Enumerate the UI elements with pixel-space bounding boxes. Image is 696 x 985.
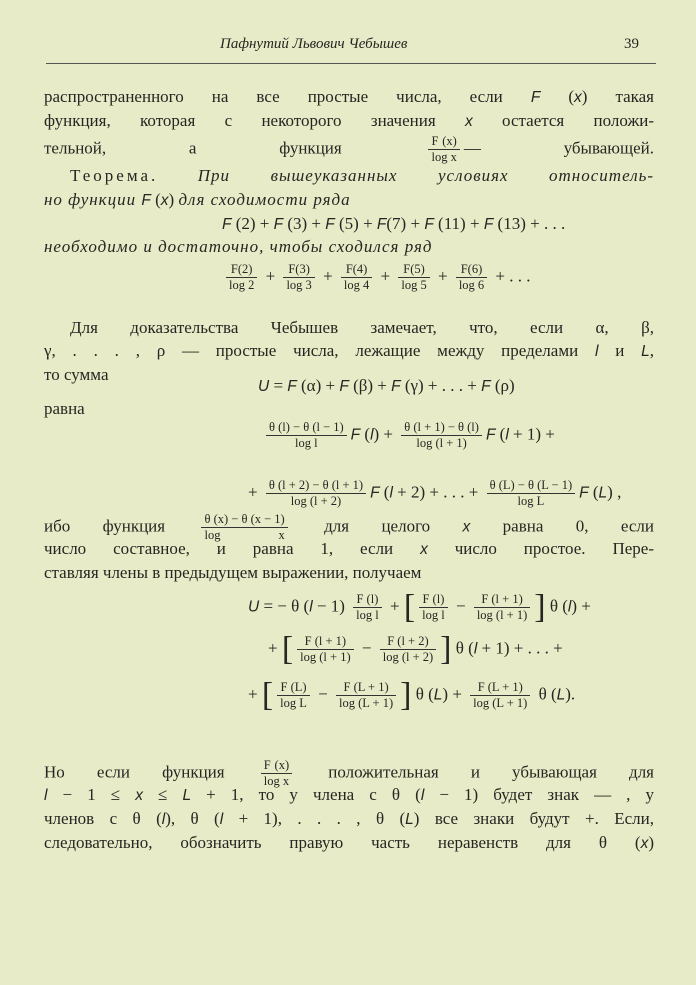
text-line: [44, 134, 654, 165]
text-run: −: [451, 596, 470, 616]
text-run: − 1): [312, 596, 350, 616]
text-run: ) все знаки будут +. Если,: [413, 809, 654, 828]
text-run: θ (: [411, 684, 434, 704]
text-run: тельной, а функция: [44, 138, 425, 158]
text-run: ,: [649, 341, 654, 360]
numerator: F (L): [277, 680, 310, 696]
fraction: [456, 262, 487, 293]
text-run: =: [269, 376, 288, 395]
denominator: log l: [295, 436, 318, 450]
text-run: (13) + . . .: [493, 214, 566, 233]
bracket: [: [281, 630, 294, 668]
math-variable: x: [462, 518, 471, 536]
bracket: ]: [440, 630, 452, 668]
text-run: (3) +: [283, 214, 326, 233]
numerator: F (l + 1): [297, 634, 353, 650]
denominator: log (l + 2): [382, 650, 434, 664]
text-line: [70, 317, 654, 339]
numerator: θ (l + 2) − θ (l + 1): [266, 478, 366, 494]
text-run: членов с θ (: [44, 809, 162, 828]
math-variable: F: [370, 484, 380, 502]
formula-line: [262, 420, 555, 451]
math-variable: U: [248, 598, 260, 616]
text-run: (: [360, 424, 371, 444]
denominator: log 5: [401, 278, 427, 292]
math-variable: l: [309, 598, 313, 616]
text-run: = − θ (: [259, 596, 310, 616]
math-variable: l: [389, 484, 393, 502]
fraction: [297, 634, 353, 665]
text-run: остается положи-: [472, 111, 654, 130]
text-run: равна: [44, 399, 85, 418]
denominator: log 2: [229, 278, 255, 292]
fraction: [341, 262, 372, 293]
math-variable: L: [433, 686, 443, 704]
emphasis-text: для сходимости ряда: [178, 190, 351, 209]
bracket: ]: [400, 676, 412, 714]
denominator: log L: [280, 696, 307, 710]
denominator: log 4: [343, 278, 370, 292]
text-run: θ (: [545, 596, 568, 616]
text-run: (γ) + . . . +: [400, 376, 482, 395]
text-line: [44, 398, 654, 420]
text-run: +: [261, 266, 280, 286]
emphasis-text: При вышеуказанных условиях относитель-: [197, 166, 654, 185]
text-run: ) +: [373, 424, 398, 444]
denominator: log l: [422, 608, 445, 622]
text-run: (α) +: [296, 376, 340, 395]
text-line: [44, 340, 654, 363]
math-variable: F: [222, 216, 232, 233]
text-run: Но если функция: [44, 762, 257, 782]
math-variable: F: [376, 216, 387, 233]
formula-line: [222, 262, 531, 293]
math-variable: x: [420, 541, 428, 558]
header-rule: [46, 63, 656, 64]
math-variable: F: [530, 89, 541, 106]
denominator: log (l + 1): [300, 650, 351, 664]
text-run: (: [150, 190, 161, 209]
denominator: log l: [356, 608, 379, 622]
numerator: θ (l + 1) − θ (l): [401, 420, 482, 436]
text-run: + 1) + . . . +: [477, 638, 563, 658]
fraction: [380, 634, 436, 665]
math-variable: F: [424, 216, 434, 233]
math-variable: x: [574, 89, 582, 106]
text-run: [158, 166, 198, 185]
math-variable: x: [464, 113, 473, 130]
denominator: log (l + 1): [476, 608, 528, 622]
text-line: [70, 165, 654, 187]
text-run: (2) +: [231, 214, 274, 233]
math-variable: F: [273, 216, 284, 233]
text-run: + 1, то у члена с θ (: [191, 785, 421, 804]
math-variable: F: [141, 192, 151, 209]
numerator: F(2): [226, 262, 257, 278]
numerator: F (l): [419, 592, 448, 608]
math-variable: F: [339, 378, 349, 395]
math-variable: F: [579, 484, 589, 502]
bracket: [: [261, 676, 274, 714]
numerator: F (l + 1): [474, 592, 530, 608]
fraction: [487, 478, 576, 509]
math-variable: F: [485, 426, 496, 444]
denominator: log (L + 1): [473, 696, 528, 710]
fraction: [336, 680, 396, 711]
text-run: γ, . . . , ρ — простые числа, лежащие между пределами: [44, 341, 595, 360]
math-variable: F: [391, 378, 401, 395]
denominator: log (l + 1): [416, 436, 467, 450]
fraction: [474, 592, 530, 623]
formula-line: [268, 630, 563, 668]
text-run: ) +: [571, 596, 591, 616]
math-variable: F: [325, 216, 335, 233]
math-variable: F: [350, 426, 361, 444]
math-variable: x: [640, 835, 649, 852]
numerator: θ (l) − θ (l − 1): [266, 420, 347, 436]
math-variable: l: [473, 640, 478, 658]
numerator: F (x): [261, 758, 292, 774]
math-variable: F: [287, 378, 297, 395]
text-run: +: [376, 266, 395, 286]
text-run: +: [248, 482, 262, 502]
text-run: и: [598, 341, 642, 360]
text-run: (: [540, 87, 574, 106]
fraction: [419, 592, 448, 623]
text-run: + 1), . . . , θ (: [223, 809, 406, 828]
math-variable: l: [420, 787, 425, 804]
text-run: − 1 ≤: [47, 785, 136, 804]
text-run: ) такая: [581, 87, 654, 106]
text-run: равна 0, если: [470, 516, 654, 536]
formula-line: [248, 478, 621, 509]
text-run: + 1) +: [508, 424, 555, 444]
text-run: (β) +: [348, 376, 392, 395]
formula-line: [248, 588, 591, 626]
text-run: Для доказательства Чебышев замечает, что, если α, β,: [70, 318, 654, 337]
text-run: + . . .: [491, 266, 531, 286]
math-variable: F: [481, 378, 491, 395]
math-variable: L: [405, 811, 414, 828]
formula-line: [258, 375, 515, 398]
denominator: log (L + 1): [339, 696, 394, 710]
text-run: распространенного на все простые числа, если: [44, 87, 531, 106]
text-line: [44, 189, 654, 212]
text-run: +: [433, 266, 452, 286]
page-number: 39: [624, 36, 639, 52]
fraction: [226, 262, 257, 293]
text-run: +: [385, 596, 404, 616]
math-variable: l: [161, 811, 166, 828]
formula-line: [248, 676, 576, 714]
denominator: log x: [204, 528, 285, 542]
math-variable: l: [505, 426, 509, 444]
math-variable: l: [370, 426, 374, 444]
math-variable: L: [641, 343, 650, 360]
math-variable: L: [556, 686, 566, 704]
denominator: log x: [263, 774, 290, 788]
numerator: F(5): [398, 262, 429, 278]
fraction: [266, 478, 366, 509]
bracket: [: [403, 588, 416, 626]
text-run: ставляя члены в предыдущем выражении, получаем: [44, 563, 422, 582]
numerator: F(6): [456, 262, 487, 278]
text-run: (5) +: [334, 214, 377, 233]
math-variable: l: [219, 811, 224, 828]
text-line: [44, 538, 654, 561]
fraction: [401, 420, 482, 451]
denominator: log L: [517, 494, 545, 508]
numerator: F (L + 1): [336, 680, 396, 696]
fraction: [428, 134, 459, 165]
numerator: θ (x) − θ (x − 1): [201, 512, 287, 528]
denominator: log (l + 2): [290, 494, 342, 508]
fraction: [470, 680, 530, 711]
text-run: ): [168, 190, 179, 209]
text-run: (: [495, 424, 506, 444]
text-line: [44, 832, 654, 855]
math-variable: x: [160, 192, 169, 209]
text-run: положительная и убывающая для: [296, 762, 654, 782]
bracket: ]: [534, 588, 546, 626]
theorem-label: Теорема.: [70, 166, 159, 185]
text-run: (: [588, 482, 599, 502]
numerator: θ (L) − θ (L − 1): [487, 478, 576, 494]
math-variable: F: [483, 216, 494, 233]
denominator: log 3: [286, 278, 312, 292]
text-line: [44, 236, 654, 258]
math-variable: x: [135, 787, 143, 804]
text-run: (ρ): [490, 376, 515, 395]
numerator: F(3): [283, 262, 314, 278]
math-variable: l: [567, 598, 572, 616]
fraction: [398, 262, 429, 293]
text-run: следовательно, обозначить правую часть неравенств для θ (: [44, 833, 641, 852]
text-run: − 1) будет знак — , у: [424, 785, 654, 804]
text-run: ) ,: [607, 482, 622, 502]
text-run: ).: [565, 684, 576, 704]
text-line: [44, 808, 654, 831]
denominator: log x: [431, 150, 457, 164]
math-variable: l: [594, 343, 599, 360]
emphasis-text: необходимо и достаточно, чтобы сходился ряд: [44, 237, 433, 256]
text-line: [44, 784, 654, 807]
text-line: [44, 86, 654, 109]
numerator: F (x): [428, 134, 459, 150]
text-run: (: [379, 482, 390, 502]
math-variable: L: [182, 787, 192, 804]
numerator: F (L + 1): [470, 680, 530, 696]
text-run: −: [313, 684, 332, 704]
numerator: F (l + 2): [380, 634, 436, 650]
formula-line: [222, 213, 565, 236]
text-run: число простое. Пере-: [427, 539, 654, 558]
text-run: +: [318, 266, 337, 286]
fraction: [283, 262, 314, 293]
text-run: — убывающей.: [463, 138, 654, 158]
math-variable: L: [598, 484, 608, 502]
text-line: [44, 562, 654, 584]
text-run: для целого: [291, 516, 463, 536]
math-variable: l: [44, 787, 48, 804]
fraction: [277, 680, 310, 711]
text-run: +: [248, 684, 262, 704]
fraction: [266, 420, 347, 451]
denominator: log 6: [458, 278, 485, 292]
text-run: то сумма: [44, 365, 109, 384]
text-run: число составное, и равна 1, если: [44, 539, 421, 558]
text-run: функция, которая с некоторого значения: [44, 111, 465, 130]
text-run: (11) +: [433, 214, 484, 233]
text-run: ) +: [442, 684, 467, 704]
text-run: θ (: [451, 638, 474, 658]
text-run: θ (: [534, 684, 557, 704]
fraction: [353, 592, 382, 623]
text-run: + 2) + . . . +: [392, 482, 483, 502]
running-title: Пафнутий Львович Чебышев: [220, 36, 408, 52]
numerator: F (l): [353, 592, 382, 608]
text-run: ибо функция: [44, 516, 198, 536]
text-line: [44, 110, 654, 133]
text-run: +: [268, 638, 282, 658]
text-run: ≤: [142, 785, 183, 804]
text-run: −: [357, 638, 376, 658]
text-run: ): [648, 833, 654, 852]
text-run: ), θ (: [165, 809, 220, 828]
numerator: F(4): [341, 262, 372, 278]
math-variable: U: [258, 378, 270, 395]
emphasis-text: но функции: [44, 190, 142, 209]
text-run: (7) +: [386, 214, 425, 233]
